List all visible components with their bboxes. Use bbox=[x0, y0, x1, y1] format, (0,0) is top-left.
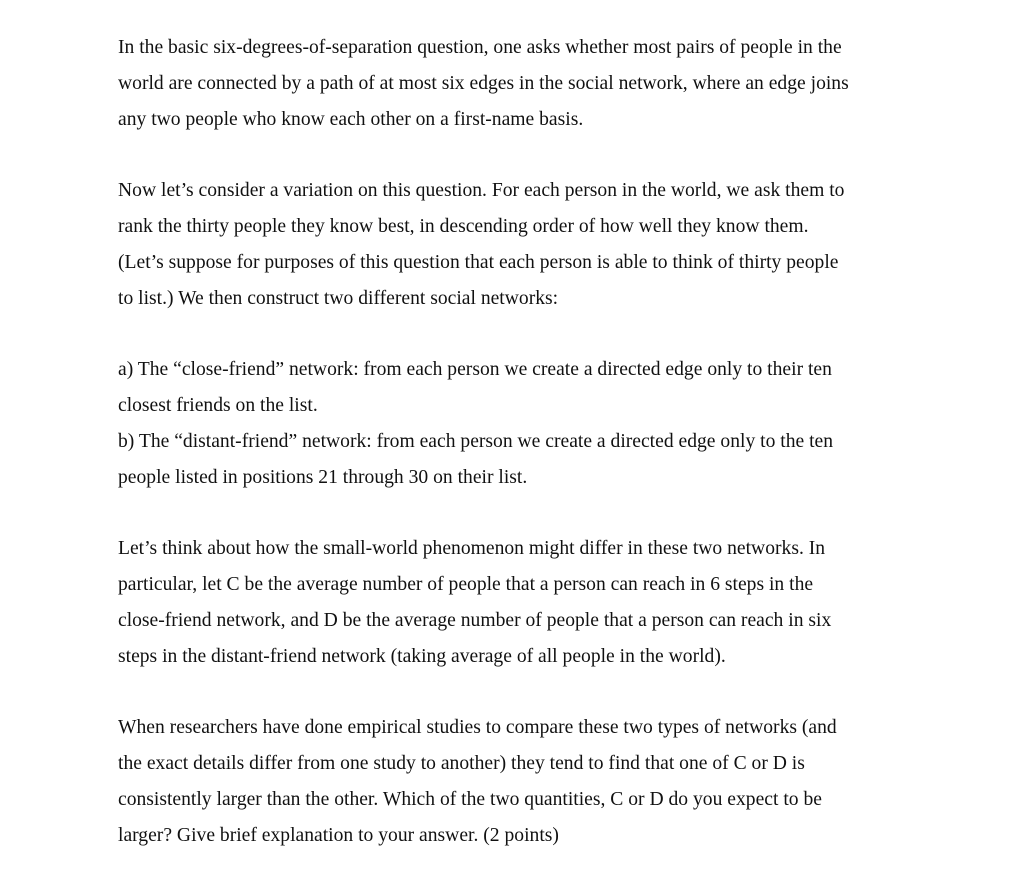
text-line: consistently larger than the other. Which of the two quantities, C or D do you expect to be bbox=[118, 788, 822, 810]
paragraph-close-friend-network bbox=[118, 352, 908, 424]
text-line: steps in the distant-friend network (taking average of all people in the world). bbox=[118, 645, 726, 667]
text-line: Now let’s consider a variation on this question. For each person in the world, we ask them to bbox=[118, 180, 845, 202]
text-line: any two people who know each other on a first-name basis. bbox=[118, 108, 584, 130]
text-line: Let’s think about how the small-world phenomenon might differ in these two networks. In bbox=[118, 538, 826, 560]
text-line: world are connected by a path of at most six edges in the social network, where an edge joins bbox=[118, 72, 849, 94]
paragraph-question bbox=[118, 710, 908, 853]
text-line: (Let’s suppose for purposes of this question that each person is able to think of thirty people bbox=[118, 251, 839, 273]
text-line: particular, let C be the average number of people that a person can reach in 6 steps in the bbox=[118, 573, 814, 595]
paragraph-intro bbox=[118, 30, 908, 137]
text-line: closest friends on the list. bbox=[118, 394, 318, 416]
text-line: the exact details differ from one study to another) they tend to find that one of C or D is bbox=[118, 752, 805, 774]
document-body bbox=[118, 30, 908, 853]
text-line: When researchers have done empirical studies to compare these two types of networks (and bbox=[118, 717, 837, 739]
text-line: to list.) We then construct two different social networks: bbox=[118, 287, 559, 309]
paragraph-small-world bbox=[118, 531, 908, 674]
text-line: a) The “close-friend” network: from each person we create a directed edge only to their ten bbox=[118, 359, 832, 381]
text-line: close-friend network, and D be the average number of people that a person can reach in six bbox=[118, 609, 832, 631]
text-line: b) The “distant-friend” network: from each person we create a directed edge only to the ten bbox=[118, 430, 834, 452]
text-line: larger? Give brief explanation to your answer. (2 points) bbox=[118, 824, 559, 846]
paragraph-distant-friend-network bbox=[118, 424, 908, 496]
paragraph-variation bbox=[118, 173, 908, 316]
text-line: people listed in positions 21 through 30 on their list. bbox=[118, 466, 528, 488]
text-line: rank the thirty people they know best, in descending order of how well they know them. bbox=[118, 215, 809, 237]
text-line: In the basic six-degrees-of-separation question, one asks whether most pairs of people in the bbox=[118, 37, 842, 58]
